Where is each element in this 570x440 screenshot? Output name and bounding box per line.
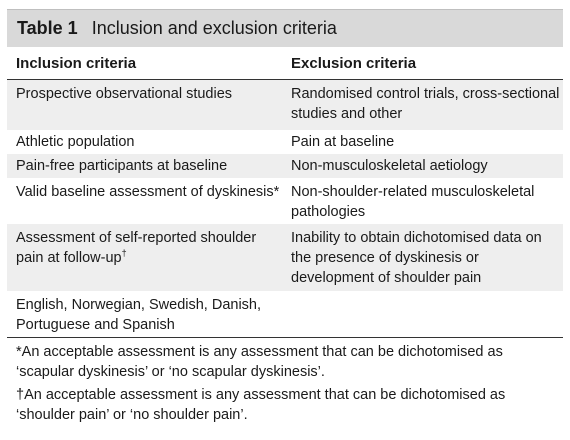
- table-row: [7, 224, 563, 291]
- footnote: *An acceptable assessment is any assessment that can be dichotomised as ‘scapular dyskinesis’ or ‘no scapular dyskinesis’.: [16, 344, 503, 380]
- table-title-bar: [7, 9, 563, 47]
- table-row: [7, 154, 563, 178]
- exclusion-cell: Non-musculoskeletal aetiology: [291, 158, 488, 174]
- inclusion-cell: [7, 224, 287, 291]
- inclusion-cell: Athletic population: [16, 134, 135, 150]
- table-header-row: [7, 47, 563, 80]
- table-title: Inclusion and exclusion criteria: [91, 18, 337, 38]
- table-row: [7, 178, 563, 224]
- inclusion-cell: Pain-free participants at baseline: [16, 158, 228, 174]
- exclusion-cell: Pain at baseline: [291, 134, 395, 150]
- inclusion-cell: Valid baseline assessment of dyskinesis*: [16, 184, 280, 200]
- criteria-table: [7, 9, 563, 428]
- inclusion-cell: English, Norwegian, Swedish, Danish, Portuguese and Spanish: [16, 297, 262, 333]
- exclusion-cell: [287, 291, 563, 337]
- table-footnotes: [7, 337, 563, 425]
- inclusion-text: Assessment of self-reported shoulder pain at follow-up: [16, 230, 257, 266]
- footnote: †An acceptable assessment is any assessment that can be dichotomised as ‘shoulder pain’ or ‘no shoulder pain’.: [16, 387, 506, 423]
- exclusion-cell: Inability to obtain dichotomised data on the presence of dyskinesis or development of shoulder pain: [291, 230, 542, 286]
- table-label: Table 1: [17, 18, 78, 38]
- exclusion-cell: Non-shoulder-related musculoskeletal pathologies: [291, 184, 535, 220]
- header-exclusion: Exclusion criteria: [291, 54, 417, 72]
- exclusion-cell: Randomised control trials, cross-sectional studies and other: [291, 86, 560, 122]
- table-row: [7, 291, 563, 337]
- header-inclusion: Inclusion criteria: [16, 54, 137, 72]
- inclusion-cell: Prospective observational studies: [16, 86, 233, 102]
- table-row: [7, 80, 563, 130]
- table-row: [7, 130, 563, 154]
- dagger-mark: †: [121, 248, 127, 259]
